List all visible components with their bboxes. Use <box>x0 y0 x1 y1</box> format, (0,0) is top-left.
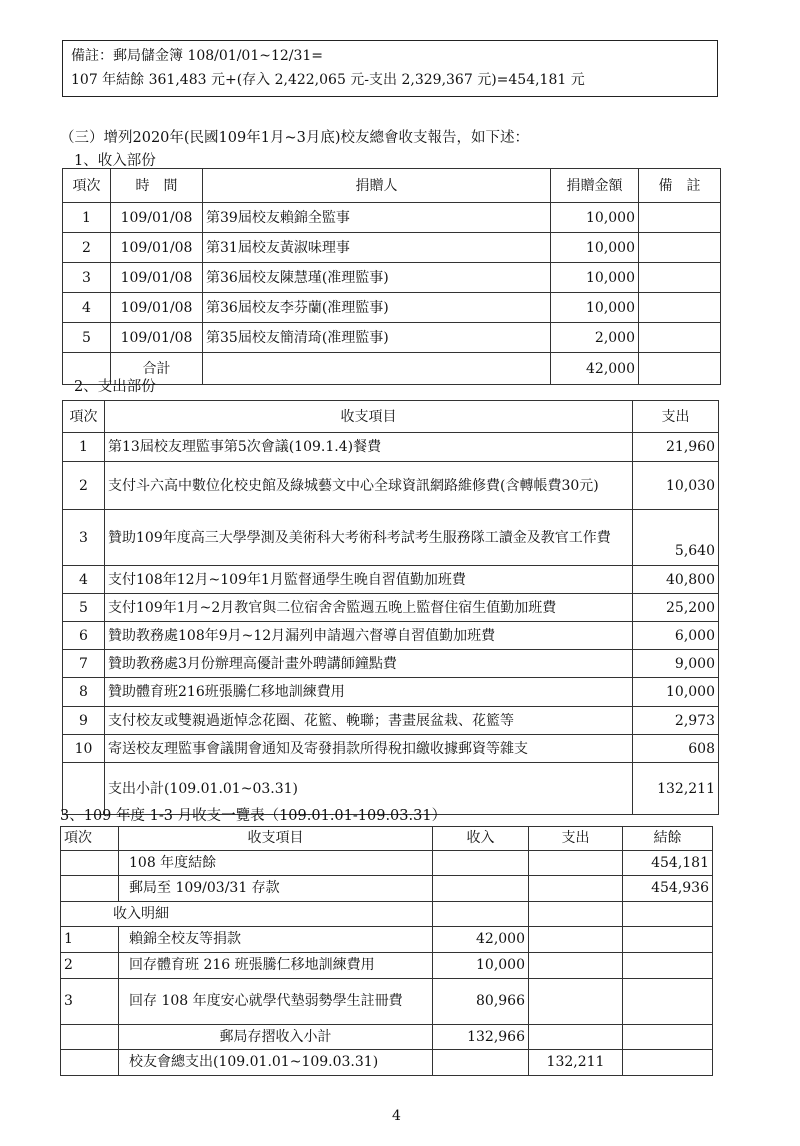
row-amount: 6,000 <box>633 622 719 650</box>
note-box <box>62 40 718 97</box>
row-income: 42,000 <box>433 927 529 953</box>
row-date: 109/01/08 <box>111 323 203 353</box>
row-amount: 2,973 <box>633 707 719 735</box>
table-row <box>63 462 719 510</box>
row-item: 支付斗六高中數位化校史館及綠城藝文中心全球資訊網路維修費(含轉帳費30元) <box>105 462 633 510</box>
page-number: 4 <box>392 1108 401 1124</box>
header-no: 項次 <box>63 169 111 203</box>
table-row <box>63 263 721 293</box>
header-income: 收入 <box>433 827 529 851</box>
table-row <box>63 233 721 263</box>
header-item: 收支項目 <box>119 827 433 851</box>
header-expense: 支出 <box>529 827 623 851</box>
row-no: 3 <box>63 263 111 293</box>
row-donor: 第36屆校友陳慧瑾(准理監事) <box>203 263 551 293</box>
empty-cell <box>529 927 623 953</box>
summary-expense-row <box>61 1050 713 1076</box>
header-balance: 結餘 <box>623 827 713 851</box>
row-item: 贊助109年度高三大學學測及美術科大考術科考試考生服務隊工讀金及教官工作費 <box>105 510 633 566</box>
subtotal-income: 132,966 <box>433 1025 529 1050</box>
row-donor: 第31屆校友黃淑味理事 <box>203 233 551 263</box>
table-row <box>63 293 721 323</box>
table-row <box>61 979 713 1025</box>
empty-cell <box>639 353 721 385</box>
row-date: 109/01/08 <box>111 263 203 293</box>
row-remark <box>639 293 721 323</box>
table-row <box>63 203 721 233</box>
empty-cell <box>529 902 623 927</box>
row-item: 寄送校友理監事會議開會通知及寄發捐款所得稅扣繳收據郵資等雜支 <box>105 735 633 763</box>
row-no: 1 <box>61 927 119 953</box>
expense-table <box>62 400 719 815</box>
row-date: 109/01/08 <box>111 233 203 263</box>
row-no: 4 <box>63 293 111 323</box>
row-amount: 5,640 <box>633 510 719 566</box>
subtotal-label: 支出小計(109.01.01~03.31) <box>105 763 633 815</box>
expense-header-row <box>63 401 719 433</box>
balance-item: 108 年度結餘 <box>119 851 433 876</box>
summary-section-title: 3、109 年度 1-3 月收支一覽表（109.01.01-109.03.31） <box>60 808 447 824</box>
table-row <box>63 622 719 650</box>
empty-cell <box>433 1050 529 1076</box>
income-total-row <box>63 353 721 385</box>
empty-cell <box>623 902 713 927</box>
income-section-title: 1、收入部份 <box>74 153 156 169</box>
table-row <box>63 650 719 678</box>
row-amount: 2,000 <box>551 323 639 353</box>
empty-cell <box>623 927 713 953</box>
row-date: 109/01/08 <box>111 203 203 233</box>
row-no: 1 <box>63 203 111 233</box>
deposit-item: 郵局至 109/03/31 存款 <box>119 876 433 902</box>
total-label: 合計 <box>111 353 203 385</box>
empty-cell <box>529 953 623 979</box>
row-income: 80,966 <box>433 979 529 1025</box>
header-no: 項次 <box>61 827 119 851</box>
table-row <box>63 678 719 707</box>
row-no: 3 <box>63 510 105 566</box>
row-no: 2 <box>63 462 105 510</box>
expense-label: 校友會總支出(109.01.01~109.03.31) <box>119 1050 433 1076</box>
empty-cell <box>61 851 119 876</box>
empty-cell <box>529 979 623 1025</box>
empty-cell <box>623 1050 713 1076</box>
summary-subtotal-row <box>61 1025 713 1050</box>
row-income: 10,000 <box>433 953 529 979</box>
row-no: 8 <box>63 678 105 707</box>
total-amount: 42,000 <box>551 353 639 385</box>
row-donor: 第39屆校友賴錦全監事 <box>203 203 551 233</box>
table-row <box>63 566 719 594</box>
empty-cell <box>529 1025 623 1050</box>
row-donor: 第35屆校友簡清琦(准理監事) <box>203 323 551 353</box>
empty-cell <box>433 851 529 876</box>
table-row <box>63 323 721 353</box>
empty-cell <box>61 1025 119 1050</box>
row-item: 贊助體育班216班張騰仁移地訓練費用 <box>105 678 633 707</box>
table-row <box>61 953 713 979</box>
header-donor: 捐贈人 <box>203 169 551 203</box>
empty-cell <box>433 876 529 902</box>
header-amount: 捐贈金額 <box>551 169 639 203</box>
empty-cell <box>529 876 623 902</box>
income-table <box>62 168 721 385</box>
income-header-row <box>63 169 721 203</box>
deposit-value: 454,936 <box>623 876 713 902</box>
row-item: 回存體育班 216 班張騰仁移地訓練費用 <box>119 953 433 979</box>
expense-section-title: 2、支出部份 <box>74 379 156 395</box>
empty-cell <box>61 1050 119 1076</box>
header-amount: 支出 <box>633 401 719 433</box>
row-no: 4 <box>63 566 105 594</box>
header-remark: 備 註 <box>639 169 721 203</box>
row-item: 贊助教務處108年9月~12月漏列申請週六督導自習值勤加班費 <box>105 622 633 650</box>
table-row <box>63 433 719 462</box>
balance-value: 454,181 <box>623 851 713 876</box>
detail-label-row <box>61 902 713 927</box>
row-date: 109/01/08 <box>111 293 203 323</box>
row-donor: 第36屆校友李芬蘭(准理監事) <box>203 293 551 323</box>
row-no: 3 <box>61 979 119 1025</box>
subtotal-amount: 132,211 <box>633 763 719 815</box>
row-amount: 40,800 <box>633 566 719 594</box>
row-no: 2 <box>61 953 119 979</box>
note-line-2: 107 年結餘 361,483 元+(存入 2,422,065 元-支出 2,329,367 元)=454,181 元 <box>71 72 585 88</box>
row-no: 6 <box>63 622 105 650</box>
row-amount: 10,000 <box>551 203 639 233</box>
row-amount: 10,030 <box>633 462 719 510</box>
summary-table <box>60 826 713 1076</box>
header-date: 時 間 <box>111 169 203 203</box>
row-no: 1 <box>63 433 105 462</box>
row-item: 賴錦全校友等捐款 <box>119 927 433 953</box>
empty-cell <box>623 979 713 1025</box>
note-line-1: 備註：郵局儲金簿 108/01/01~12/31= <box>71 48 324 64</box>
summary-header-row <box>61 827 713 851</box>
row-amount: 9,000 <box>633 650 719 678</box>
row-amount: 10,000 <box>551 263 639 293</box>
subtotal-label: 郵局存摺收入小計 <box>119 1025 433 1050</box>
row-amount: 608 <box>633 735 719 763</box>
row-amount: 10,000 <box>551 293 639 323</box>
empty-cell <box>623 953 713 979</box>
row-remark <box>639 233 721 263</box>
expense-amount: 132,211 <box>529 1050 623 1076</box>
row-amount: 25,200 <box>633 594 719 622</box>
row-amount: 10,000 <box>633 678 719 707</box>
row-amount: 21,960 <box>633 433 719 462</box>
row-no: 5 <box>63 594 105 622</box>
row-item: 第13屆校友理監事第5次會議(109.1.4)餐費 <box>105 433 633 462</box>
row-item: 支付108年12月~109年1月監督通學生晚自習值勤加班費 <box>105 566 633 594</box>
section-3-title: （三）增列2020年(民國109年1月~3月底)校友總會收支報告，如下述： <box>60 130 529 146</box>
balance-row <box>61 851 713 876</box>
empty-cell <box>61 876 119 902</box>
empty-cell <box>433 902 529 927</box>
row-no: 7 <box>63 650 105 678</box>
detail-label: 收入明細 <box>61 902 433 927</box>
empty-cell <box>623 1025 713 1050</box>
row-remark <box>639 263 721 293</box>
row-amount: 10,000 <box>551 233 639 263</box>
table-row <box>63 510 719 566</box>
row-no: 5 <box>63 323 111 353</box>
row-item: 支付109年1月~2月教官與二位宿舍舍監週五晚上監督住宿生值勤加班費 <box>105 594 633 622</box>
empty-cell <box>529 851 623 876</box>
row-no: 2 <box>63 233 111 263</box>
row-remark <box>639 203 721 233</box>
row-item: 支付校友或雙親過逝悼念花圈、花籃、輓聯；書畫展盆栽、花籃等 <box>105 707 633 735</box>
row-remark <box>639 323 721 353</box>
row-item: 回存 108 年度安心就學代墊弱勢學生註冊費 <box>119 979 433 1025</box>
header-item: 收支項目 <box>105 401 633 433</box>
row-no: 9 <box>63 707 105 735</box>
row-no: 10 <box>63 735 105 763</box>
table-row <box>61 927 713 953</box>
empty-cell <box>203 353 551 385</box>
deposit-row <box>61 876 713 902</box>
table-row <box>63 707 719 735</box>
table-row <box>63 735 719 763</box>
header-no: 項次 <box>63 401 105 433</box>
table-row <box>63 594 719 622</box>
row-item: 贊助教務處3月份辦理高優計畫外聘講師鐘點費 <box>105 650 633 678</box>
